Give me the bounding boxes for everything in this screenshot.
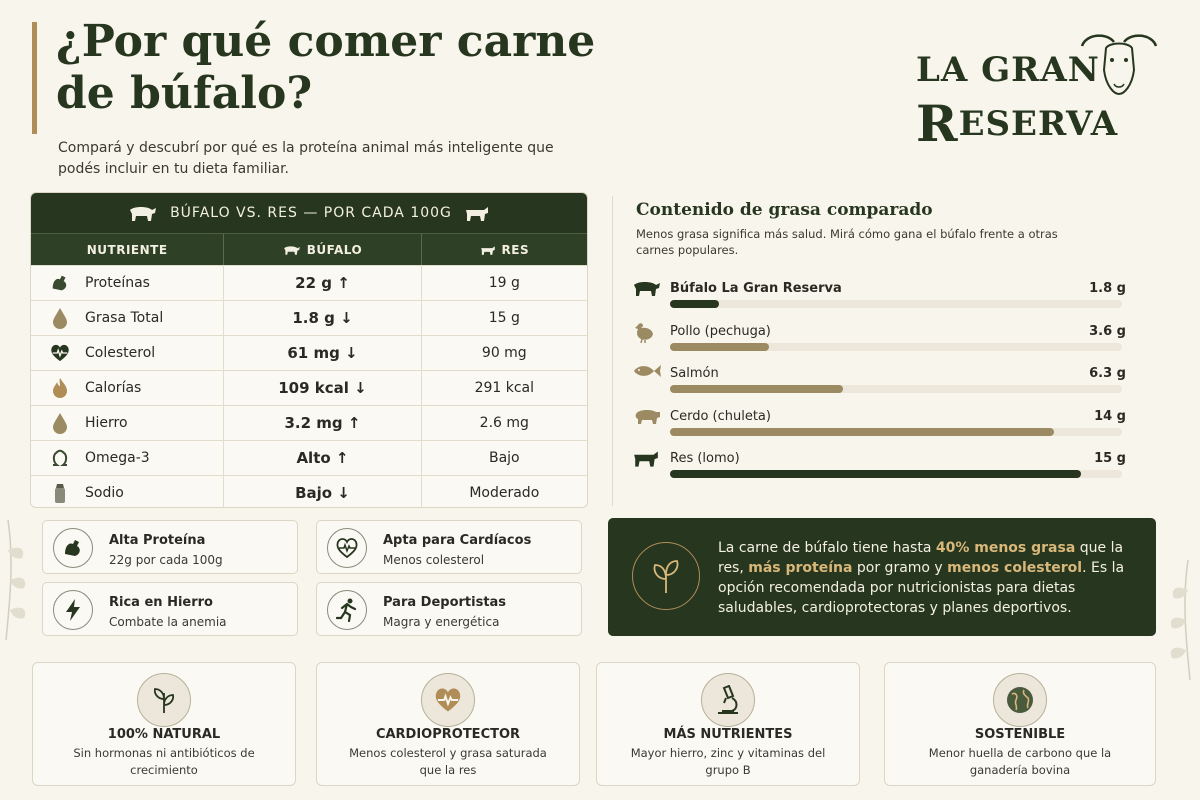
table-heading: BÚFALO VS. RES — POR CADA 100G [170, 205, 452, 221]
fat-bar-track [670, 428, 1122, 436]
col-res-label: RES [501, 242, 530, 257]
table-row [31, 405, 587, 440]
bottom-card-cardio [316, 662, 580, 786]
callout-highlight: más proteína [748, 560, 853, 576]
nutrient-cell [31, 441, 224, 475]
fat-bar-value: 3.6 g [1089, 323, 1126, 339]
callout-text: La carne de búfalo tiene hasta 40% menos grasa que la res, más proteína por gramo y menos colesterol. Es la opción recomendada por nutricionistas para dietas saludables, cardioprotectoras y planes deportivos. [718, 540, 1125, 616]
benefits-callout [608, 518, 1156, 636]
bottom-card-sub: Sin hormonas ni antibióticos de crecimiento [73, 746, 255, 777]
res-value: 291 kcal [474, 380, 535, 396]
table-row [31, 370, 587, 405]
bottom-card-title: SOSTENIBLE [974, 727, 1066, 742]
cow-icon [632, 448, 664, 470]
fat-bar-fill [670, 385, 843, 393]
muscle-icon [53, 528, 93, 568]
fat-bar-track [670, 470, 1122, 478]
feature-title: Apta para Cardíacos [383, 533, 532, 548]
fat-bar-fill [670, 343, 769, 351]
cow-icon [464, 204, 490, 222]
nutrient-name: Sodio [85, 485, 124, 501]
lightning-icon [53, 590, 93, 630]
salt-shaker-icon [49, 482, 71, 504]
col-bufalo [224, 234, 421, 265]
muscle-icon [49, 272, 71, 294]
flame-icon [49, 377, 71, 399]
fat-bar-fill [670, 428, 1054, 436]
table-row [31, 300, 587, 335]
fat-bar-fill [670, 300, 719, 308]
bufalo-value: 3.2 mg ↑ [224, 406, 421, 440]
table-row [31, 440, 587, 475]
feature-sub: 22g por cada 100g [109, 553, 223, 567]
fat-bar-fill [670, 470, 1081, 478]
bottom-card-nutrients [596, 662, 860, 786]
page-title: ¿Por qué comer carne de búfalo? [56, 16, 596, 119]
heartbeat-icon [327, 528, 367, 568]
heartbeat-icon [421, 673, 475, 727]
fat-chart-subtitle: Menos grasa significa más salud. Mirá cómo gana el búfalo frente a otras carnes populares. [636, 227, 1058, 257]
fat-bar-row [632, 406, 1126, 446]
nutrient-cell [31, 371, 224, 405]
nutrient-cell [31, 266, 224, 300]
table-row [31, 335, 587, 370]
bottom-card-title: CARDIOPROTECTOR [375, 727, 521, 742]
feature-title: Rica en Hierro [109, 595, 213, 610]
col-nutrient: NUTRIENTE [31, 234, 224, 265]
leaf-icon [632, 542, 700, 610]
microscope-icon [701, 673, 755, 727]
brand-logo [912, 28, 1162, 153]
nutrient-name: Proteínas [85, 275, 150, 291]
fat-bar-row [632, 321, 1126, 361]
buffalo-head-icon [1076, 28, 1162, 100]
bottom-card-title: 100% NATURAL [107, 727, 221, 742]
bufalo-value: Bajo ↓ [224, 476, 421, 508]
title-accent-bar [32, 22, 37, 134]
nutrient-cell [31, 336, 224, 370]
bufalo-value: 1.8 g ↓ [224, 301, 421, 335]
drop-icon [49, 307, 71, 329]
res-value: 2.6 mg [479, 415, 529, 431]
callout-highlight: 40% menos grasa [935, 540, 1076, 556]
table-column-headers [31, 233, 587, 265]
logo-line1: LA GRAN [916, 50, 1100, 90]
omega-icon [49, 447, 71, 469]
callout-highlight: menos colesterol [947, 560, 1083, 576]
fat-bar-value: 6.3 g [1089, 366, 1126, 381]
table-heading-bar [31, 193, 587, 233]
logo-line2: RESERVA [916, 94, 1119, 153]
res-value: 19 g [488, 275, 520, 291]
res-value: Moderado [469, 485, 540, 501]
buffalo-icon [283, 244, 301, 256]
bottom-card-title: MÁS NUTRIENTES [663, 727, 793, 742]
nutrient-cell [31, 406, 224, 440]
fat-bar-value: 14 g [1094, 408, 1126, 424]
nutrient-cell [31, 301, 224, 335]
bufalo-value: Alto ↑ [224, 441, 421, 475]
fat-bar-track [670, 343, 1122, 351]
chicken-icon [632, 321, 664, 343]
nutrient-name: Colesterol [85, 345, 156, 361]
pig-icon [632, 406, 664, 428]
fat-bar-label: Pollo (pechuga) [670, 323, 771, 339]
res-value: Bajo [488, 450, 520, 466]
leaf-decoration-icon [1160, 560, 1200, 680]
leaf-icon [137, 673, 191, 727]
bufalo-value: 109 kcal ↓ [224, 371, 421, 405]
fat-bar-value: 15 g [1094, 451, 1126, 466]
bufalo-value: 61 mg ↓ [224, 336, 421, 370]
res-value: 15 g [488, 310, 520, 326]
fat-bar-track [670, 385, 1122, 393]
nutrient-name: Hierro [85, 415, 128, 431]
fat-bar-label: Cerdo (chuleta) [670, 408, 771, 424]
fat-bar-row [632, 448, 1126, 488]
fat-bar-value: 1.8 g [1089, 281, 1126, 296]
buffalo-icon [632, 278, 664, 300]
bottom-card-sub: Mayor hierro, zinc y vitaminas del grupo B [630, 746, 826, 777]
table-row [31, 475, 587, 508]
fat-bar-label: Búfalo La Gran Reserva [670, 281, 842, 296]
fat-chart-title: Contenido de grasa comparado [636, 200, 933, 220]
bufalo-value: 22 g ↑ [224, 266, 421, 300]
feature-title: Alta Proteína [109, 533, 206, 548]
col-bufalo-label: BÚFALO [306, 242, 363, 257]
bottom-card-sustainable [884, 662, 1156, 786]
leaf-decoration-icon [0, 520, 30, 640]
nutrient-name: Calorías [85, 380, 142, 396]
feature-sub: Combate la anemia [109, 615, 227, 629]
nutrient-name: Omega-3 [85, 450, 150, 466]
feature-sub: Magra y energética [383, 615, 500, 629]
bottom-card-natural [32, 662, 296, 786]
fat-bar-row [632, 363, 1126, 403]
section-divider [612, 196, 613, 506]
heart-icon [49, 342, 71, 364]
fish-icon [632, 363, 664, 385]
res-value: 90 mg [481, 345, 527, 361]
fat-bar-label: Salmón [670, 366, 719, 381]
feature-card-sport [316, 582, 582, 636]
drop-icon [49, 412, 71, 434]
bottom-card-sub: Menor huella de carbono que la ganadería bovina [928, 746, 1112, 777]
page-subtitle: Compará y descubrí por qué es la proteína animal más inteligente que podés incluir en tu dieta familiar. [58, 140, 554, 177]
runner-icon [327, 590, 367, 630]
feature-card-cardiac [316, 520, 582, 574]
cow-icon [480, 244, 496, 256]
nutrient-name: Grasa Total [85, 310, 164, 326]
fat-bar-label: Res (lomo) [670, 451, 740, 466]
feature-sub: Menos colesterol [383, 553, 485, 567]
fat-bar-track [670, 300, 1122, 308]
feature-card-protein [42, 520, 298, 574]
table-row [31, 265, 587, 300]
fat-bar-row [632, 278, 1126, 318]
col-res [422, 234, 587, 265]
globe-icon [993, 673, 1047, 727]
feature-card-iron [42, 582, 298, 636]
buffalo-icon [128, 204, 158, 222]
feature-title: Para Deportistas [383, 595, 507, 610]
nutrient-cell [31, 476, 224, 508]
comparison-table [30, 192, 588, 508]
bottom-card-sub: Menos colesterol y grasa saturada que la res [349, 746, 547, 777]
